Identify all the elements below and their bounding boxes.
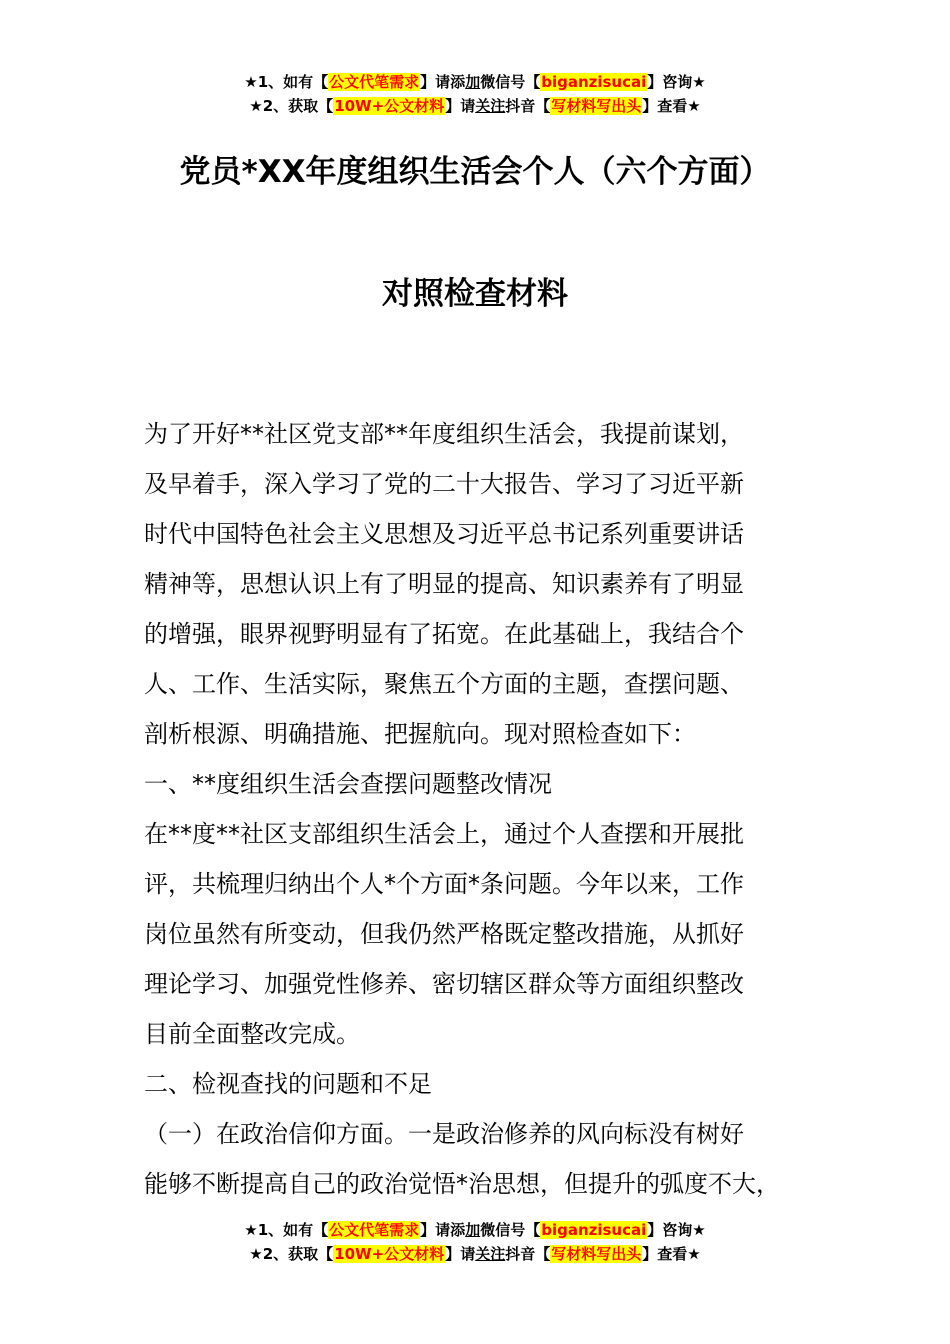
body-line: 的增强，眼界视野明显有了拓宽。在此基础上，我结合个 — [144, 620, 744, 648]
body-line: 岗位虽然有所变动，但我仍然严格既定整改措施，从抓好 — [144, 920, 744, 948]
banner-underlined-text: 加 — [465, 1221, 481, 1239]
banner-highlight-douyin: 写材料写出头 — [551, 97, 642, 115]
document-body — [144, 409, 824, 1209]
banner-text: ★1、如有【 — [244, 73, 329, 91]
banner-text: 微信号【 — [480, 1221, 541, 1239]
banner-highlight-materials: 10W+公文材料 — [334, 97, 445, 115]
banner-text: 】请添 — [420, 1221, 466, 1239]
banner-underlined-text: 关注 — [475, 1245, 506, 1263]
banner-text: 微信号【 — [480, 73, 541, 91]
document-title: 党员*XX年度组织生活会个人（六个方面） — [179, 154, 771, 190]
body-line: 及早着手，深入学习了党的二十大报告、学习了习近平新 — [144, 470, 744, 498]
banner-text: 】请添 — [420, 73, 466, 91]
banner-line-2 — [0, 94, 950, 118]
banner-highlight-wechat-id: biganzisucai — [541, 1221, 647, 1239]
section-heading: 一、**度组织生活会查摆问题整改情况 — [144, 770, 552, 798]
header-banner — [0, 70, 950, 118]
banner-text: ★2、获取【 — [249, 1245, 334, 1263]
banner-text: 抖音【 — [505, 1245, 551, 1263]
body-line: 为了开好**社区党支部**年度组织生活会，我提前谋划， — [144, 420, 744, 448]
body-line: 目前全面整改完成。 — [144, 1020, 360, 1048]
banner-line-2 — [0, 1242, 950, 1266]
banner-text: 】请 — [445, 97, 476, 115]
body-line: 评，共梳理归纳出个人*个方面*条问题。今年以来，工作 — [144, 870, 744, 898]
footer-banner — [0, 1218, 950, 1266]
banner-text: 】查看★ — [642, 1245, 701, 1263]
banner-text: 】查看★ — [642, 97, 701, 115]
banner-highlight-service: 公文代笔需求 — [329, 1221, 420, 1239]
banner-highlight-service: 公文代笔需求 — [329, 73, 420, 91]
banner-underlined-text: 加 — [465, 73, 481, 91]
banner-text: 抖音【 — [505, 97, 551, 115]
banner-text: 】咨询★ — [647, 73, 706, 91]
banner-text: 】咨询★ — [647, 1221, 706, 1239]
section-heading: 二、检视查找的问题和不足 — [144, 1070, 432, 1098]
body-line: 理论学习、加强党性修养、密切辖区群众等方面组织整改 — [144, 970, 744, 998]
banner-highlight-wechat-id: biganzisucai — [541, 73, 647, 91]
body-line: 人、工作、生活实际，聚焦五个方面的主题，查摆问题、 — [144, 670, 744, 698]
banner-highlight-douyin: 写材料写出头 — [551, 1245, 642, 1263]
banner-line-1 — [0, 1218, 950, 1242]
banner-text: 】请 — [445, 1245, 476, 1263]
body-line: 能够不断提高自己的政治觉悟*治思想，但提升的弧度不大， — [144, 1170, 780, 1198]
banner-line-1 — [0, 70, 950, 94]
body-line: 时代中国特色社会主义思想及习近平总书记系列重要讲话 — [144, 520, 744, 548]
document-subtitle: 对照检查材料 — [382, 276, 568, 312]
body-line: 剖析根源、明确措施、把握航向。现对照检查如下： — [144, 720, 696, 748]
body-line: 在**度**社区支部组织生活会上，通过个人查摆和开展批 — [144, 820, 744, 848]
body-line: （一）在政治信仰方面。一是政治修养的风向标没有树好 — [144, 1120, 744, 1148]
banner-text: ★1、如有【 — [244, 1221, 329, 1239]
banner-text: ★2、获取【 — [249, 97, 334, 115]
body-line: 精神等，思想认识上有了明显的提高、知识素养有了明显 — [144, 570, 744, 598]
banner-highlight-materials: 10W+公文材料 — [334, 1245, 445, 1263]
banner-underlined-text: 关注 — [475, 97, 506, 115]
